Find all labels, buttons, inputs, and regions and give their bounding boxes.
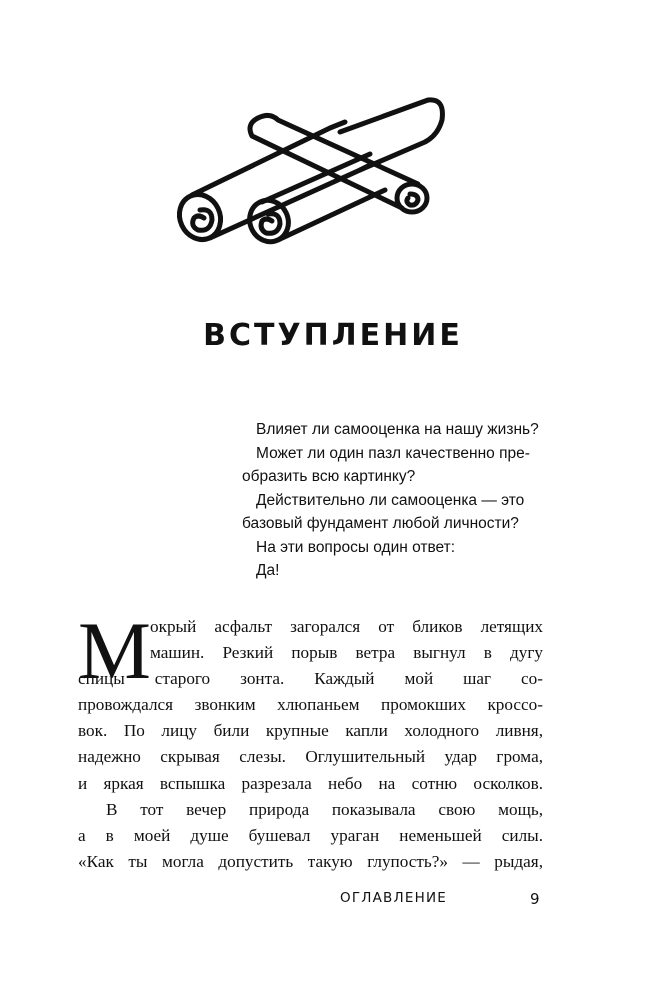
- epigraph-line: образить всю картинку?: [242, 468, 416, 485]
- text-line: а в моей душе бушевал ураган неменьшей силы.: [78, 825, 543, 845]
- epigraph-line: базовый фундамент любой личности?: [242, 515, 519, 532]
- epigraph-line: Действительно ли самооценка — это: [256, 491, 525, 509]
- text-line: В тот вечер природа показывала свою мощь,: [106, 799, 543, 819]
- drop-cap: М: [78, 605, 151, 696]
- text-line: «Как ты могла допустить такую глупость?» — рыдая,: [78, 851, 543, 871]
- chapter-title: ВСТУПЛЕНИЕ: [203, 318, 463, 353]
- text-line: окрый асфальт загорался от бликов летящих: [150, 617, 543, 636]
- epigraph-line: Влияет ли самооценка на нашу жизнь?: [256, 421, 539, 438]
- text-line: машин. Резкий порыв ветра выгнул в дугу: [150, 643, 543, 663]
- cinnamon-sticks-icon: [170, 90, 460, 260]
- epigraph-line: Может ли один пазл качественно пре-: [256, 444, 530, 462]
- epigraph: [242, 418, 546, 583]
- body-text: [78, 605, 543, 875]
- page-number: 9: [530, 890, 540, 908]
- text-line: надежно скрывая слезы. Оглушительный удар грома,: [78, 747, 543, 767]
- text-line: и яркая вспышка разрезала небо на сотню осколков.: [78, 773, 543, 793]
- text-line: провождался звонким хлюпаньем промокших кроссо-: [78, 695, 543, 715]
- first-paragraph: [78, 605, 543, 797]
- text-line: вок. По лицу били крупные капли холодного ливня,: [78, 721, 543, 741]
- epigraph-line: Да!: [256, 562, 280, 579]
- second-paragraph: [78, 797, 543, 875]
- epigraph-line: На эти вопросы один ответ:: [256, 538, 456, 556]
- footer-section-label: ОГЛАВЛЕНИЕ: [340, 890, 447, 906]
- text-line: спицы старого зонта. Каждый мой шаг со-: [78, 669, 543, 689]
